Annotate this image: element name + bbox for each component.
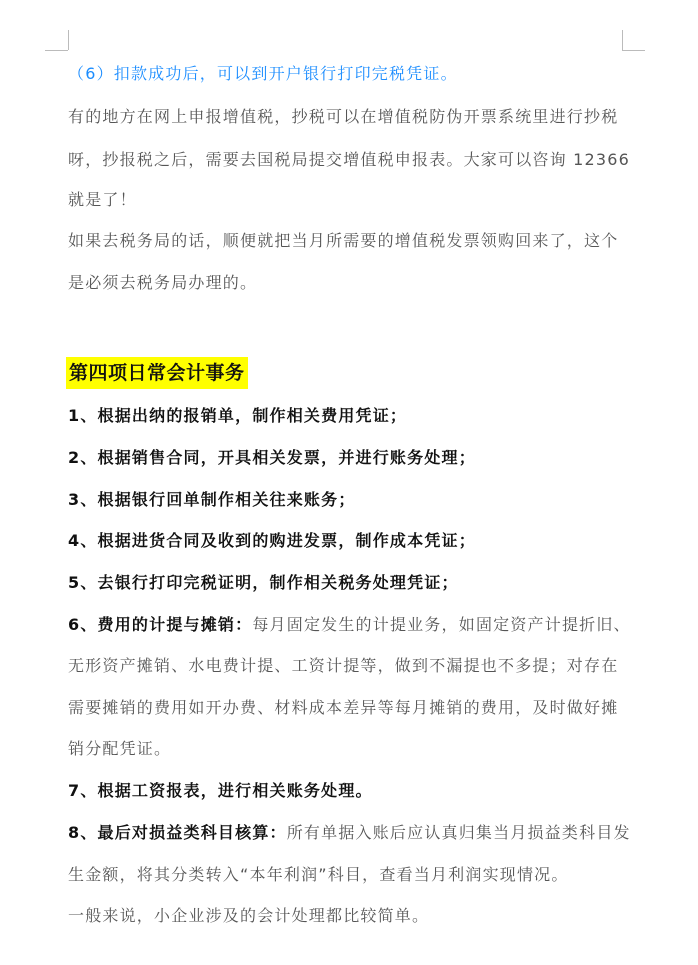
paragraph-line: 生金额，将其分类转入“本年利润”科目，查看当月利润实现情况。 [68,865,569,884]
item-body: 每月固定发生的计提业务，如固定资产计提折旧、 [252,615,631,634]
paragraph-line: 呀，抄报税之后，需要去国税局提交增值税申报表。大家可以咨询 12366 [68,150,630,169]
corner-mark-left-h [45,50,68,51]
list-item: 3、根据银行回单制作相关往来账务； [68,490,356,509]
paragraph-line: 是必须去税务局办理的。 [68,273,258,292]
paragraph-line: 就是了！ [68,190,137,209]
list-item: 1、根据出纳的报销单，制作相关费用凭证； [68,406,408,425]
list-item [68,615,631,635]
closing-text: 一般来说，小企业涉及的会计处理都比较简单。 [68,906,430,925]
list-item: 5、去银行打印完税证明，制作相关税务处理凭证； [68,573,459,592]
section-heading: 第四项日常会计事务 [66,357,248,389]
list-item: 2、根据销售合同，开具相关发票，并进行账务处理； [68,448,476,467]
step-6-text: （6）扣款成功后，可以到开户银行打印完税凭证。 [68,64,458,83]
item-title: 8、最后对损益类科目核算： [68,823,287,842]
list-item [68,823,631,843]
corner-mark-left-v [68,30,69,50]
list-item: 7、根据工资报表，进行相关账务处理。 [68,781,373,800]
paragraph-line: 如果去税务局的话，顺便就把当月所需要的增值税发票领购回来了，这个 [68,231,619,250]
item-title: 6、费用的计提与摊销： [68,615,253,634]
paragraph-line: 销分配凭证。 [68,739,172,758]
item-body: 所有单据入账后应认真归集当月损益类科目发 [286,823,631,842]
list-item: 4、根据进货合同及收到的购进发票，制作成本凭证； [68,531,476,550]
paragraph-line: 有的地方在网上申报增值税，抄税可以在增值税防伪开票系统里进行抄税 [68,107,619,126]
corner-mark-right-v [622,30,623,50]
corner-mark-right-h [622,50,645,51]
paragraph-line: 需要摊销的费用如开办费、材料成本差异等每月摊销的费用，及时做好摊 [68,698,619,717]
paragraph-line: 无形资产摊销、水电费计提、工资计提等，做到不漏提也不多提；对存在 [68,656,619,675]
